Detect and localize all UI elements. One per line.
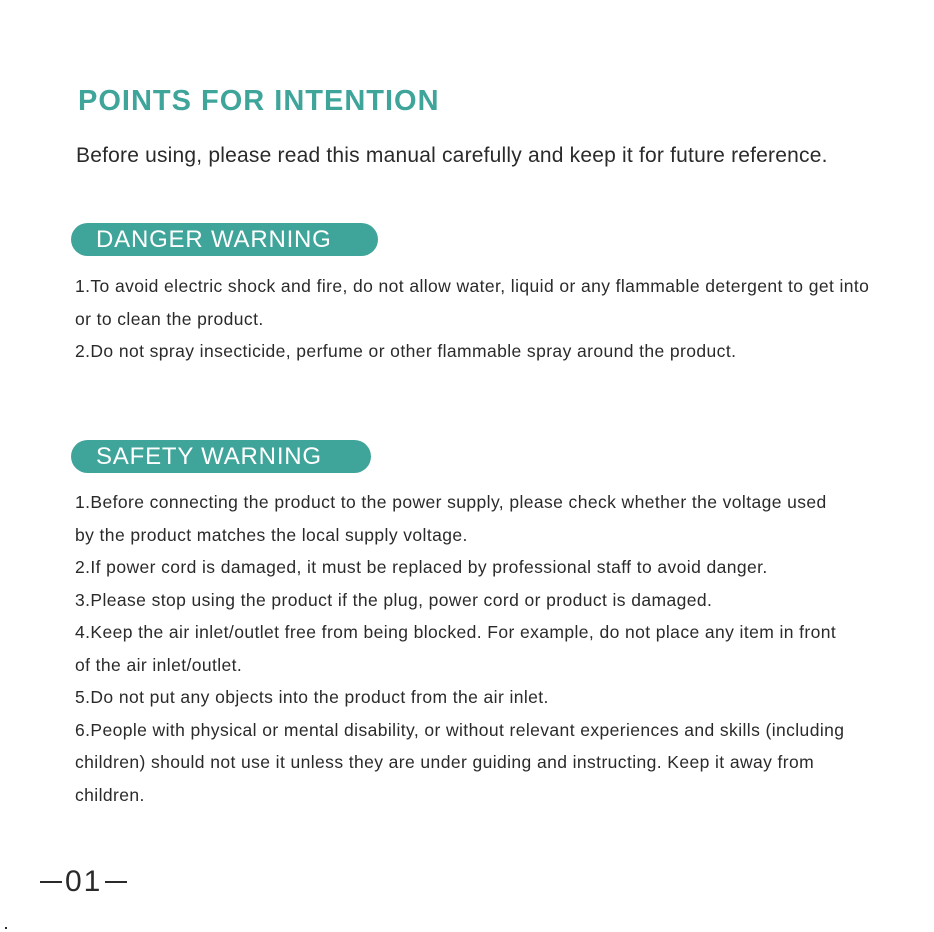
page-number-right-dash: [105, 881, 127, 883]
page-number: [40, 864, 127, 900]
page-title: POINTS FOR INTENTION: [78, 85, 440, 117]
safety-item-5: 5.Do not put any objects into the product from the air inlet.: [75, 687, 549, 707]
danger-item-1: 1.To avoid electric shock and fire, do not allow water, liquid or any flammable detergent to get into or to clean the product.: [75, 276, 870, 329]
danger-warning-list: [75, 270, 875, 368]
safety-warning-list: [75, 486, 845, 811]
safety-warning-heading: SAFETY WARNING: [71, 440, 371, 473]
safety-item-2: 2.If power cord is damaged, it must be replaced by professional staff to avoid danger.: [75, 557, 768, 577]
page-number-value: 01: [65, 865, 103, 898]
danger-item-2: 2.Do not spray insecticide, perfume or other flammable spray around the product.: [75, 341, 737, 361]
intro-text: Before using, please read this manual carefully and keep it for future reference.: [76, 144, 828, 167]
page-number-left-dash: [40, 881, 62, 883]
corner-mark: [5, 927, 7, 929]
safety-item-1: 1.Before connecting the product to the power supply, please check whether the voltage used by the product matches the local supply voltage.: [75, 492, 827, 545]
safety-item-6: 6.People with physical or mental disability, or without relevant experiences and skills (including children) should not use it unless they are under guiding and instructing. Keep it away from children.: [75, 719, 845, 805]
danger-warning-heading: DANGER WARNING: [71, 223, 378, 256]
safety-item-4: 4.Keep the air inlet/outlet free from being blocked. For example, do not place any item in front of the air inlet/outlet.: [75, 622, 837, 675]
safety-item-3: 3.Please stop using the product if the plug, power cord or product is damaged.: [75, 589, 713, 610]
